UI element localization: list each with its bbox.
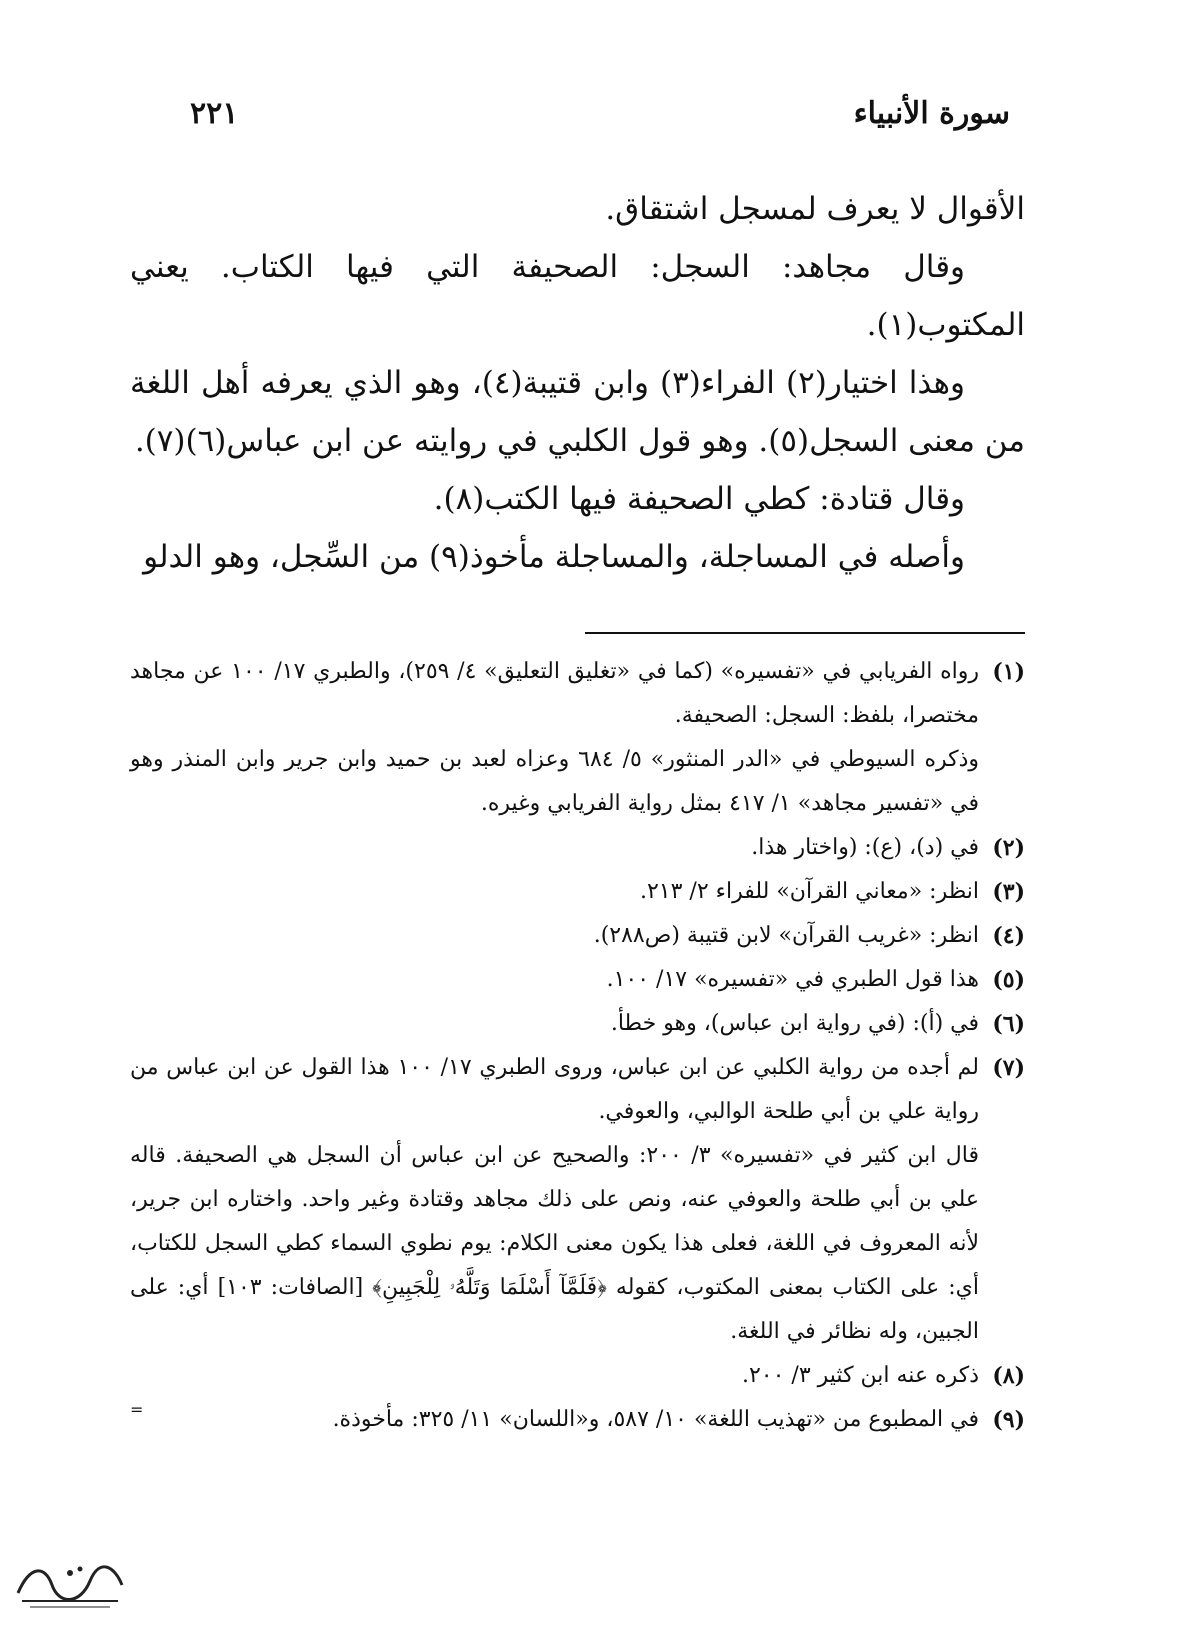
footnote-number: (٢) [992,835,1025,861]
footnote-text: في (د)، (ع): (واختار هذا. [751,835,979,860]
footnote-8 [130,1354,1025,1398]
surah-title: سورة الأنبياء [853,96,1010,131]
page-number: ٢٢١ [190,96,239,131]
main-paragraph: وهذا اختيار(٢) الفراء(٣) وابن قتيبة(٤)، وهو الذي يعرفه أهل اللغة من معنى السجل(٥). وهو قول الكلبي في روايته عن ابن عباس(٦)(٧). [130,365,1025,459]
footnote-text: رواه الفريابي في «تفسيره» (كما في «تغليق التعليق» ٤/ ٢٥٩)، والطبري ١٧/ ١٠٠ عن مجاهد مختصرا، بلفظ: السجل: الصحيفة. [130,659,979,728]
footnote-9 [130,1398,1025,1442]
footnote-2 [130,826,1025,870]
footnote-number: (١) [992,659,1025,685]
footnote-divider [585,632,1025,634]
footnote-number: (٦) [992,1011,1025,1037]
footnote-extra-text: وذكره السيوطي في «الدر المنثور» ٥/ ٦٨٤ وعزاه لعبد بن حميد وابن جرير وابن المنذر وهو في «تفسير مجاهد» ١/ ٤١٧ بمثل رواية الفريابي وغيره. [130,747,979,816]
footnote-text: في المطبوع من «تهذيب اللغة» ١٠/ ٥٨٧، و«اللسان» ١١/ ٣٢٥: مأخوذة. [332,1407,979,1432]
footnote-text: انظر: «معاني القرآن» للفراء ٢/ ٢١٣. [639,879,979,904]
footnote-number: (٨) [992,1363,1025,1389]
main-paragraph: الأقوال لا يعرف لمسجل اشتقاق. [605,191,1025,227]
footnote-text: لم أجده من رواية الكلبي عن ابن عباس، وروى الطبري ١٧/ ١٠٠ هذا القول عن ابن عباس من رواية علي بن أبي طلحة الوالبي، والعوفي. [130,1055,980,1124]
footnote-1 [130,650,1025,826]
footnote-number: (٣) [992,879,1025,905]
page-header [190,96,1010,144]
publisher-logo [10,1555,130,1615]
main-paragraph: وأصله في المساجلة، والمساجلة مأخوذ(٩) من السِّجل، وهو الدلو [143,539,965,575]
main-text [130,180,1025,586]
footnote-text: انظر: «غريب القرآن» لابن قتيبة (ص٢٨٨). [593,923,979,948]
footnotes [130,650,1025,1442]
footnote-4 [130,914,1025,958]
footnote-text: في (أ): (في رواية ابن عباس)، وهو خطأ. [610,1011,979,1036]
footnote-6 [130,1002,1025,1046]
footnote-number: (٩) [992,1407,1025,1433]
footnote-5 [130,958,1025,1002]
main-paragraph: وقال قتادة: كطي الصحيفة فيها الكتب(٨). [433,481,965,517]
footnote-3 [130,870,1025,914]
footnote-number: (٤) [992,923,1025,949]
main-paragraph: وقال مجاهد: السجل: الصحيفة التي فيها الكتاب. يعني المكتوب(١). [130,249,1025,343]
footnote-number: (٥) [992,967,1025,993]
footnote-7 [130,1046,1025,1354]
continuation-mark: = [130,1400,144,1419]
footnote-extra-text: قال ابن كثير في «تفسيره» ٣/ ٢٠٠: والصحيح عن ابن عباس أن السجل هي الصحيفة. قاله علي بن أبي طلحة والعوفي عنه، ونص على ذلك مجاهد وقتادة وغير واحد. واختاره ابن جرير، لأنه المعروف في اللغة، فعلى هذا يكون معنى الكلام: يوم نطوي السماء كطي السجل للكتاب، أي: على الكتاب بمعنى المكتوب، كقوله ﴿فَلَمَّآ أَسْلَمَا وَتَلَّهُۥ لِلْجَبِينِ﴾ [الصافات: ١٠٣] أي: على الجبين، وله نظائر في اللغة. [130,1143,980,1344]
footnote-number: (٧) [992,1055,1025,1081]
footnote-text: ذكره عنه ابن كثير ٣/ ٢٠٠. [741,1363,979,1388]
footnote-text: هذا قول الطبري في «تفسيره» ١٧/ ١٠٠. [606,967,979,992]
